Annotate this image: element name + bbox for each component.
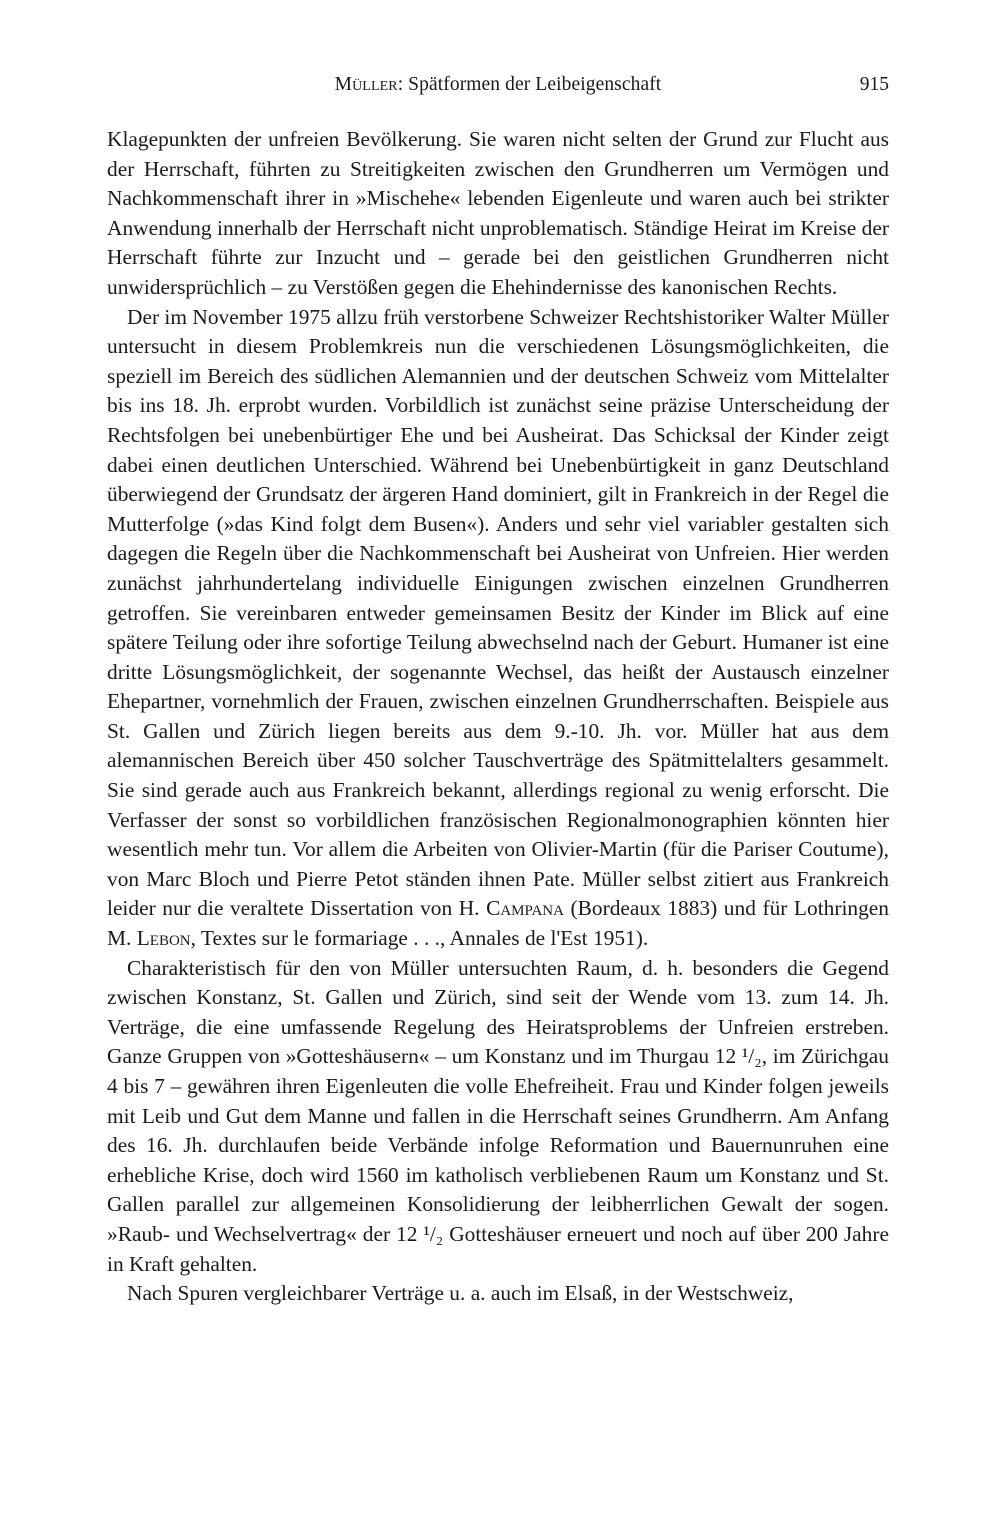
running-head <box>107 70 889 100</box>
article-title: : Spätformen der Leibeigenschaft <box>397 74 662 95</box>
cited-author-lebon: Lebon <box>136 926 191 951</box>
body-text <box>107 125 889 1309</box>
paragraph-mueller-study <box>107 303 889 954</box>
paragraph-characteristic: Charakteristisch für den von Müller untersuchten Raum, d. h. besonders die Gegend zwischen Konstanz, St. Gallen und Zürich, sind seit der Wende vom 13. zum 14. Jh. Verträge, die eine umfassende Regelung des Heiratsproblems der Unfreien erstreben. Ganze Gruppen von »Gotteshäusern« – um Konstanz und im Thurgau 12 ¹/₂, im Zürichgau 4 bis 7 – gewähren ihren Eigenleuten die volle Ehefreiheit. Frau und Kinder folgen jeweils mit Leib und Gut dem Manne und fallen in die Herrschaft seines Grundherrn. Am Anfang des 16. Jh. durchlaufen beide Verbände infolge Reformation und Bauernunruhen eine erhebliche Krise, doch wird 1560 im katholisch verbliebenen Raum um Konstanz und St. Gallen parallel zur allgemeinen Konsolidierung der leibherrlichen Gewalt der sogen. »Raub- und Wechselvertrag« der 12 ¹/₂ Gotteshäuser erneuert und noch auf über 200 Jahre in Kraft gehalten. <box>107 955 889 1276</box>
paragraph-continued: Klagepunkten der unfreien Bevölkerung. Sie waren nicht selten der Grund zur Flucht aus der Herrschaft, führten zu Streitigkeiten zwischen den Grundherren um Vermögen und Nachkommenschaft ihrer in »Mischehe« lebenden Eigenleute und waren auch bei strikter Anwendung innerhalb der Herrschaft nicht unproblematisch. Ständige Heirat im Kreise der Herrschaft führte zur Inzucht und – gerade bei den geistlichen Grundherren nicht unwidersprüchlich – zu Verstößen gegen die Ehehindernisse des kanonischen Rechts. <box>107 127 889 299</box>
paragraph-traces: Nach Spuren vergleichbarer Verträge u. a. auch im Elsaß, in der Westschweiz, <box>127 1281 794 1306</box>
running-title <box>107 70 889 100</box>
paragraph-text: , Textes sur le formariage . . ., Annales de l'Est 1951). <box>190 926 649 951</box>
author-name: Müller <box>334 74 398 95</box>
paragraph-text: (Bordeaux 1883) und für Lothringen M. <box>107 896 889 951</box>
cited-author-campana: Campana <box>486 896 564 921</box>
page-number: 915 <box>859 74 889 95</box>
document-page <box>107 70 889 1309</box>
paragraph-text: Der im November 1975 allzu früh verstorbene Schweizer Rechtshistoriker Walter Müller untersucht in diesem Problemkreis nun die verschiedenen Lösungsmöglichkeiten, die speziell im Bereich des südlichen Alemannien und der deutschen Schweiz vom Mittelalter bis ins 18. Jh. erprobt wurden. Vorbildlich ist zunächst seine präzise Unterscheidung der Rechtsfolgen bei unebenbürtiger Ehe und bei Ausheirat. Das Schicksal der Kinder zeigt dabei einen deutlichen Unterschied. Während bei Unebenbürtigkeit in ganz Deutschland überwiegend der Grundsatz der ärgeren Hand dominiert, gilt in Frankreich in der Regel die Mutterfolge (»das Kind folgt dem Busen«). Anders und sehr viel variabler gestalten sich dagegen die Regeln über die Nachkommenschaft bei Ausheirat von Unfreien. Hier werden zunächst jahrhundertelang individuelle Einigungen zwischen einzelnen Grundherren getroffen. Sie vereinbaren entweder gemeinsamen Besitz der Kinder im Blick auf eine spätere Teilung oder ihre sofortige Teilung abwechselnd nach der Geburt. Humaner ist eine dritte Lösungsmöglichkeit, der sogenannte Wechsel, das heißt der Austausch einzelner Ehepartner, vornehmlich der Frauen, zwischen einzelnen Grundherrschaften. Beispiele aus St. Gallen und Zürich liegen bereits aus dem 9.-10. Jh. vor. Müller hat aus dem alemannischen Bereich über 450 solcher Tauschverträge des Spätmittelalters gesammelt. Sie sind gerade auch aus Frankreich bekannt, allerdings regional zu wenig erforscht. Die Verfasser der sonst so vorbildlichen französischen Regionalmonographien könnten hier wesentlich mehr tun. Vor allem die Arbeiten von Olivier-Martin (für die Pariser Coutume), von Marc Bloch und Pierre Petot ständen ihnen Pate. Müller selbst zitiert aus Frankreich leider nur die veraltete Dissertation von H. <box>107 304 889 921</box>
